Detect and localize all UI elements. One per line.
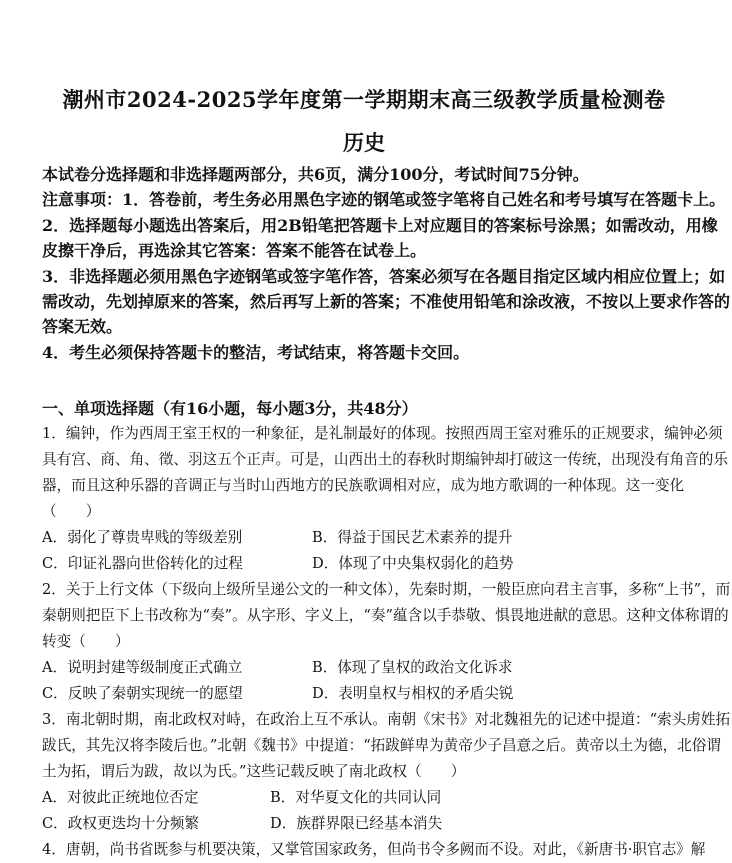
question-2 xyxy=(42,577,732,707)
option-c: C．政权更迭均十分频繁 xyxy=(42,815,200,832)
option-row xyxy=(42,681,732,707)
question-1 xyxy=(42,421,732,577)
exam-instructions xyxy=(42,162,732,365)
question-stem: 3．南北朝时期，南北政权对峙，在政治上互不承认。南朝《宋书》对北魏祖先的记述中提道：“索头虏姓拓跋氏，其先汉将李陵后也。”北朝《魏书》中提道：“拓跋鲜卑为黄帝少子昌意之后。黄帝以土为德，北俗谓土为拓，谓后为跋，故以为氏。”这些记载反映了南北政权（ ） xyxy=(42,711,731,780)
option-b: B．体现了皇权的政治文化诉求 xyxy=(312,659,513,676)
option-row xyxy=(42,525,732,551)
option-c: C．印证礼器向世俗转化的过程 xyxy=(42,555,243,572)
option-row xyxy=(42,785,732,811)
option-b: B．对华夏文化的共同认同 xyxy=(270,789,442,806)
option-row xyxy=(42,551,732,577)
option-b: B．得益于国民艺术素养的提升 xyxy=(312,529,513,546)
question-3 xyxy=(42,707,732,837)
option-d: D．表明皇权与相权的矛盾尖锐 xyxy=(312,685,514,702)
option-a: A．对彼此正统地位否定 xyxy=(42,789,199,806)
instruction-line: 3．非选择题必须用黑色字迹钢笔或签字笔作答，答案必须写在各题目指定区域内相应位置上；如需改动，先划掉原来的答案，然后再写上新的答案；不准使用铅笔和涂改液，不按以上要求作答的答案无效。 xyxy=(42,266,731,337)
option-row xyxy=(42,655,732,681)
question-stem: 1．编钟，作为西周王室王权的一种象征，是礼制最好的体现。按照西周王室对雅乐的正规要求，编钟必须具有宫、商、角、徵、羽这五个正声。可是，山西出土的春秋时期编钟却打破这一传统，出现没有角音的乐器，而且这种乐器的音调正与当时山西地方的民族歌调相对应，成为地方歌调的一种体现。这一变化（ ） xyxy=(42,425,728,520)
option-a: A．弱化了尊贵卑贱的等级差别 xyxy=(42,529,243,546)
option-row xyxy=(42,811,732,837)
question-stem: 2．关于上行文体（下级向上级所呈递公文的一种文体），先秦时期，一般臣庶向君主言事，多称“上书”，而秦朝则把臣下上书改称为“奏”。从字形、字义上，“奏”蕴含以手恭敬、惧畏地进献的意思。这种文体称谓的转变（ ） xyxy=(42,581,731,650)
question-4 xyxy=(42,837,732,863)
question-stem: 4．唐朝，尚书省既参与机要决策，又掌管国家政务，但尚书令多阙而不设。对此，《新唐书·职官志》解 xyxy=(42,841,706,858)
exam-title: 潮州市2024-2025学年度第一学期期末高三级教学质量检测卷 xyxy=(62,87,666,112)
instruction-line: 注意事项：1．答卷前，考生务必用黑色字迹的钢笔或签字笔将自己姓名和考号填写在答题卡上。 xyxy=(42,190,726,210)
option-d: D．族群界限已经基本消失 xyxy=(270,815,443,832)
option-d: D．体现了中央集权弱化的趋势 xyxy=(312,555,514,572)
instruction-line: 本试卷分选择题和非选择题两部分，共6页，满分100分，考试时间75分钟。 xyxy=(42,165,589,184)
section-heading: 一、单项选择题（有16小题，每小题3分，共48分） xyxy=(42,399,418,418)
option-a: A．说明封建等级制度正式确立 xyxy=(42,659,243,676)
option-c: C．反映了秦朝实现统一的愿望 xyxy=(42,685,243,702)
question-list xyxy=(42,421,732,863)
subject-title: 历史 xyxy=(343,130,385,155)
instruction-line: 4．考生必须保持答题卡的整洁，考试结束，将答题卡交回。 xyxy=(42,342,470,362)
instruction-line: 2．选择题每小题选出答案后，用2B铅笔把答题卡上对应题目的答案标号涂黑；如需改动，用橡皮擦干净后，再选涂其它答案：答案不能答在试卷上。 xyxy=(42,215,718,261)
